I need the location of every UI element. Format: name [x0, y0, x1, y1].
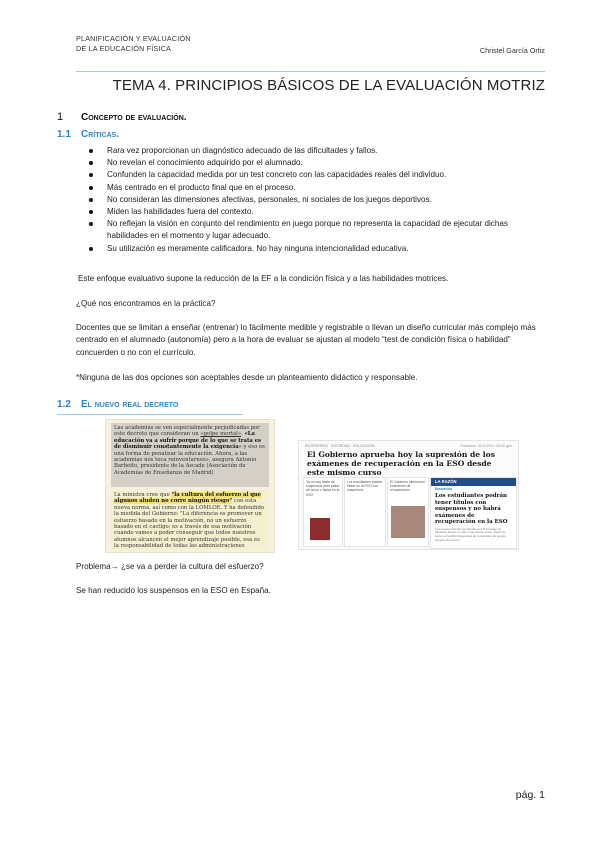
bullet-icon	[89, 222, 93, 226]
page-number: pág. 1	[515, 789, 545, 801]
paragraph-problem: Problema→ ¿se va a perder la cultura del esfuerzo?	[76, 562, 264, 571]
subsection-title: El nuevo real decreto	[81, 399, 179, 410]
news-card-photo	[391, 506, 425, 538]
list-item: Miden las habilidades fuera del contexto.	[80, 206, 546, 218]
la-razon-article	[430, 477, 517, 549]
newspaper-clipping-image	[105, 419, 275, 553]
la-razon-text: Los nuevos criterios aprobados por el Consejo de Ministros entran en vigor este mismo curso. Pasar de curso en la ESO dependerá de la decisión del equipo docente del centro	[435, 526, 506, 542]
paragraph-reduced: Se han reducido los suspensos en la ESO en España.	[76, 586, 271, 595]
document-header-subject	[76, 34, 191, 54]
la-razon-logo: LA RAZÓN	[431, 478, 516, 486]
subsection-underline	[57, 414, 243, 415]
bullet-icon	[89, 186, 93, 190]
header-subject-line1: PLANIFICACIÓN Y EVALUACIÓN	[76, 34, 191, 43]
news-card-photo	[310, 518, 330, 540]
la-razon-headline: Los estudiantes podrán tener títulos con suspensos y no habrá exámenes de recuperación en la ESO	[435, 493, 508, 525]
bullet-icon	[89, 173, 93, 177]
news-headline: El Gobierno aprueba hoy la supresión de los exámenes de recuperación en la ESO desde este mismo curso	[307, 450, 496, 477]
news-card	[344, 477, 386, 547]
section-heading-1	[57, 111, 187, 123]
news-website-screenshot	[298, 440, 519, 550]
news-card	[387, 477, 429, 547]
paragraph-teachers: Docentes que se limitan a enseñar (entrenar) lo fácilmente medible y registrable o llevan un diseño curricular más complejo más centrado en el alumnado (autonomía) pero a la hora de evaluar se ajustan al modelo “test de condición física o habilidad” concuerden o no con el currículo.	[76, 323, 536, 357]
section-heading-1-1	[57, 129, 119, 140]
bullet-icon	[89, 247, 93, 251]
page-title: TEMA 4. PRINCIPIOS BÁSICOS DE LA EVALUACIÓN MOTRIZ	[112, 77, 545, 94]
subsection-number: 1.2	[57, 399, 71, 410]
bullet-icon	[89, 149, 93, 153]
clipping-paragraph-2: La ministra cree que "la cultura del esfuerzo al que algunos aluden no corre ningún riesgo" con esta nueva norma, así como con la LOMLOE. Y ha defendido la medida del Gobierno: "La diferencia es promover un esfuerzo basado en la motivación, no un esfuerzo basado en el castigo; es a través de esa motivación cuando vamos a poder conseguir que todos nuestros alumnos alcancen el mejor aprendizaje posible, esa es la responsabilidad de todas las administraciones	[114, 492, 265, 550]
list-item: Confunden la capacidad medida por un test concreto con las capacidades reales del individuo.	[80, 169, 546, 181]
section-title: Concepto de evaluación.	[81, 112, 187, 123]
header-divider	[76, 71, 545, 72]
news-card	[303, 477, 343, 547]
list-item: No revelan el conocimiento adquirido por el alumnado.	[80, 157, 546, 169]
header-subject-line2: DE LA EDUCACIÓN FÍSICA	[76, 44, 172, 53]
bullet-icon	[89, 198, 93, 202]
subsection-title: Críticas.	[81, 129, 119, 140]
subsection-number: 1.1	[57, 129, 71, 140]
list-item: No consideran las dimensiones afectivas, personales, ni sociales de los juegos deportivos.	[80, 194, 546, 206]
list-item: Más centrado en el producto final que en el proceso.	[80, 182, 546, 194]
news-card-text: El Gobierno elimina los exámenes de recuperación	[390, 480, 425, 493]
section-heading-1-2	[57, 399, 178, 410]
header-author: Christel García Ortiz	[479, 46, 545, 55]
section-number: 1	[57, 111, 64, 123]
criticism-list	[80, 145, 546, 255]
bullet-icon	[89, 210, 93, 214]
news-breadcrumb: ENTERPRISE · SOCIEDAD · EDUCACIÓN	[305, 444, 375, 448]
news-card-text: Ya no hay límite de suspensos para pasar de curso o titular en la ESO	[306, 480, 340, 497]
bullet-icon	[89, 161, 93, 165]
paragraph-reduction: Este enfoque evaluativo supone la reducción de la EF a la condición física y a las habilidades motrices.	[78, 274, 449, 283]
list-item: No reflejan la visión en conjunto del rendimiento en juego porque no representa la capacidad de ejecutar dichas habilidades en el momento y lugar adecuado.	[80, 218, 546, 242]
news-date: Publicado 16/11/2021 08:00 gtm	[460, 444, 512, 448]
clipping-paragraph-1: Las academias se ven especialmente perjudicadas por este decreto que consideran un «golpe mortal». «La educación va a sufrir porque de lo que se trata es de disminuir constantemente la exigencia» y eso es una forma de penalizar la educación. Ahora, a las academias nos toca reinventarnos», asegura Antonio Barbeito, presidente de la Ascade (Asociación de Academias de Enseñanza de Madrid)	[114, 425, 265, 476]
la-razon-section: Educación	[435, 487, 453, 491]
news-card-text: Los estudiantes podrán titular en la ESO con suspensos	[347, 480, 383, 493]
paragraph-note: *Ninguna de las dos opciones son aceptables desde un planteamiento didáctico y responsable.	[76, 373, 418, 382]
paragraph-question: ¿Qué nos encontramos en la práctica?	[76, 299, 216, 308]
list-item: Su utilización es meramente calificadora. No hay ninguna intencionalidad educativa.	[80, 243, 546, 255]
list-item: Rara vez proporcionan un diagnóstico adecuado de las dificultades y fallos.	[80, 145, 546, 157]
